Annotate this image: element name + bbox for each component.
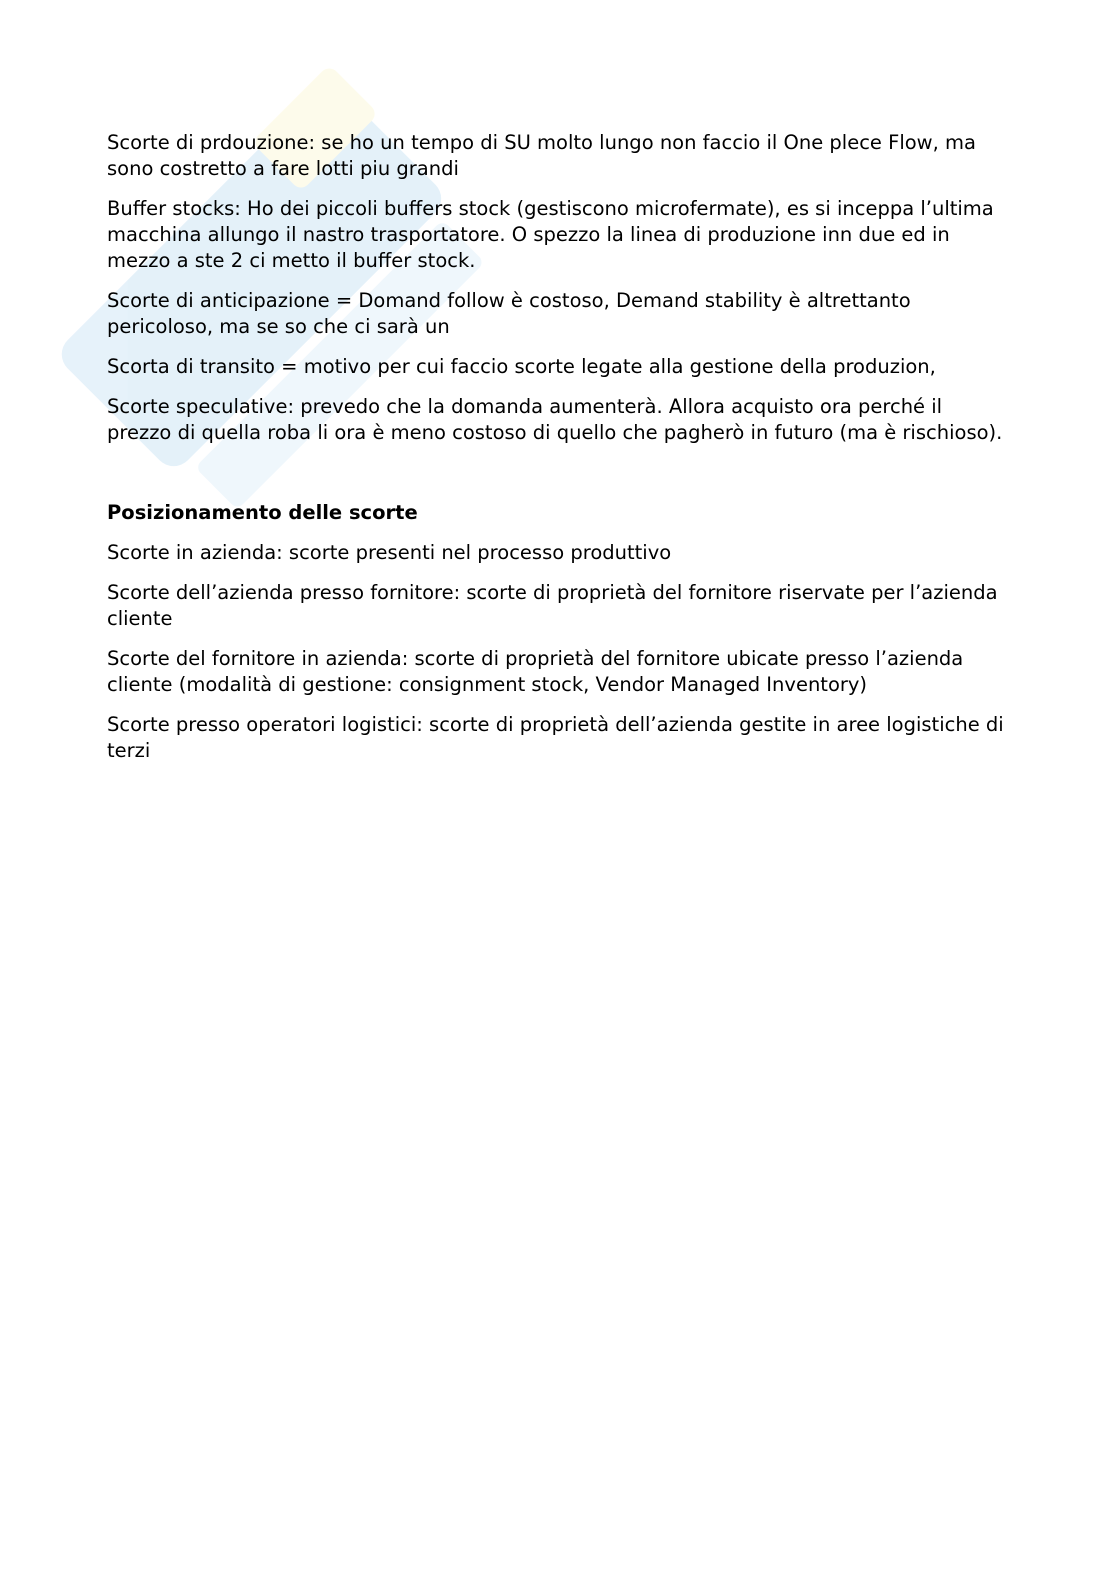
paragraph-scorte-in-azienda: Scorte in azienda: scorte presenti nel processo produttivo [107,541,672,564]
section-heading-posizionamento: Posizionamento delle scorte [107,501,418,524]
paragraph-scorte-operatori-logistici: Scorte presso operatori logistici: scorte di proprietà dell’azienda gestite in aree logistiche di terzi [107,713,1004,762]
paragraph-scorte-presso-fornitore: Scorte dell’azienda presso fornitore: scorte di proprietà del fornitore riservate per l’azienda cliente [107,581,998,630]
paragraph-buffer-stocks: Buffer stocks: Ho dei piccoli buffers stock (gestiscono microfermate), es si inceppa l’ultima macchina allungo il nastro trasportatore. O spezzo la linea di produzione inn due ed in mezzo a ste 2 ci metto il buffer stock. [107,197,994,272]
paragraph-scorte-anticipazione: Scorte di anticipazione = Domand follow è costoso, Demand stability è altrettanto pericoloso, ma se so che ci sarà un [107,289,911,338]
paragraph-scorte-produzione: Scorte di prdouzione: se ho un tempo di SU molto lungo non faccio il One plece Flow, ma sono costretto a fare lotti piu grandi [107,131,976,180]
document-body [107,130,1007,778]
paragraph-scorte-speculative: Scorte speculative: prevedo che la domanda aumenterà. Allora acquisto ora perché il prezzo di quella roba li ora è meno costoso di quello che pagherò in futuro (ma è rischioso). [107,395,1003,444]
paragraph-scorte-fornitore-in-azienda: Scorte del fornitore in azienda: scorte di proprietà del fornitore ubicate presso l’azienda cliente (modalità di gestione: consignment stock, Vendor Managed Inventory) [107,647,964,696]
paragraph-scorta-transito: Scorta di transito = motivo per cui faccio scorte legate alla gestione della produzion, [107,355,936,378]
